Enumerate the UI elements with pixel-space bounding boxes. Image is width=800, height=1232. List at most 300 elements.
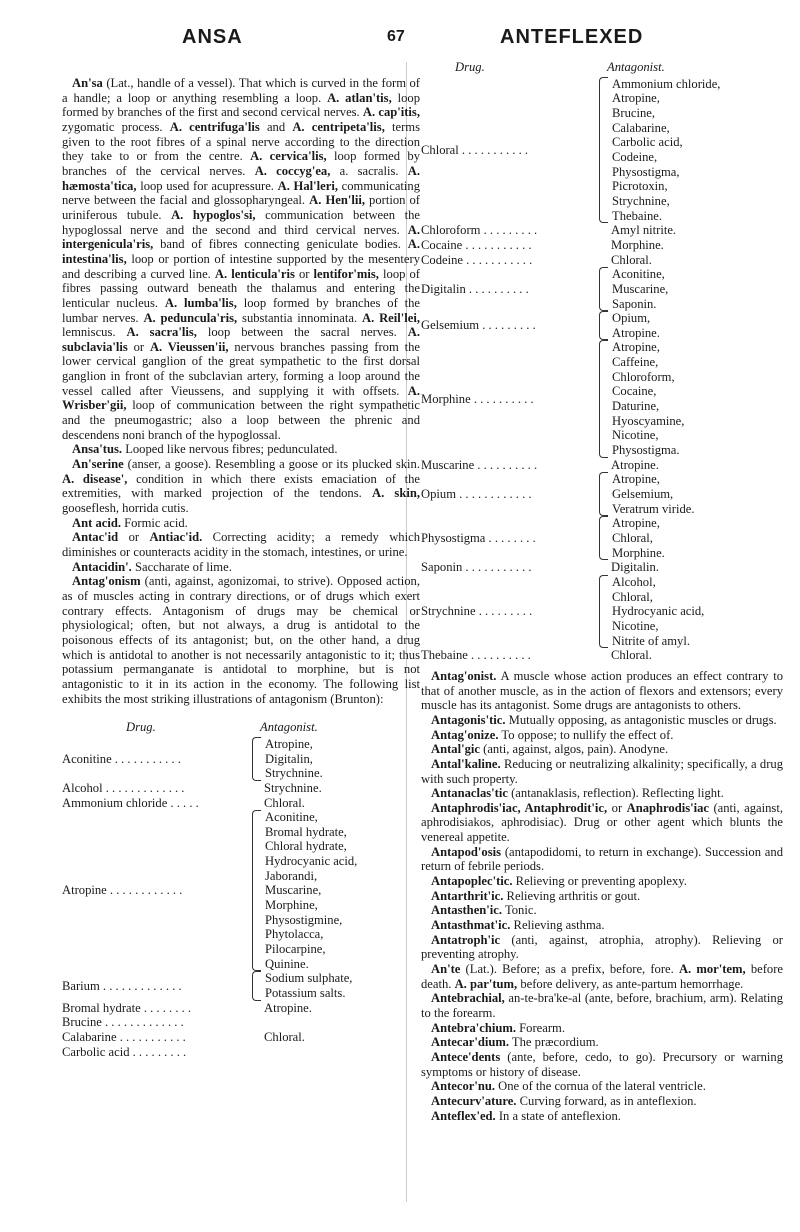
antagonist-item: Chloral. <box>264 795 305 810</box>
antagonist-item: Chloroform, <box>612 369 675 384</box>
entry-text: Curving forward, as in anteflexion. <box>516 1093 697 1108</box>
right-column <box>421 60 783 1123</box>
antagonist-item: Digitalin, <box>265 751 313 766</box>
entry-term: A. hypoglos'si, <box>171 207 256 222</box>
entry-term: Antanaclas'tic <box>431 786 508 801</box>
entry-term: A. Hal'leri, <box>277 178 338 193</box>
entry-term: Antapod'osis <box>431 844 501 859</box>
entry-text: (anti, against, agonizomai, to strive). Opposed action, as of muscles acting in contrary directions, or of drugs which exert contrary effects. Antagonism of drugs may be chemical or physiological; often, but not always, a drug is antidotal to the poisonous effects of its antagonist; but, on the other hand, a drug which is antidotal to another is not necessarily antagonistic to it; thus potassium permanganate is antidotal to morphine, but is not antagonistic to it in its action in the economy. The following list exhibits the most striking illustrations of antagonism (Brunton): <box>62 574 420 706</box>
antagonist-item: Potassium salts. <box>265 986 346 1001</box>
brace <box>252 796 260 811</box>
drug-name: Muscarine . . . . . . . . . . <box>421 457 538 472</box>
dictionary-entry <box>421 903 783 918</box>
dictionary-entry <box>421 742 783 757</box>
entry-term: A. intestina'lis, <box>62 237 420 266</box>
brace <box>599 267 608 311</box>
antagonist-item: Nicotine, <box>612 428 659 443</box>
entry-term: A. sacra'lis, <box>126 325 197 340</box>
entry-term: A. centripeta'lis, <box>292 119 385 134</box>
entry-text: loop formed by branches of the lumbar nerves. <box>62 295 421 325</box>
brace <box>252 1030 260 1045</box>
antagonist-item: Nicotine, <box>612 618 659 633</box>
table-row <box>62 796 420 811</box>
entry-text: loop formed by branches of the cervical nerves. <box>62 149 420 178</box>
entry-term: A. Wrisber'gii, <box>62 383 420 413</box>
antagonist-list <box>611 560 659 575</box>
drug-name: Chloroform . . . . . . . . . <box>421 223 538 238</box>
table-row <box>421 77 783 224</box>
entry-text: A muscle whose action produces an effect contrary to that of another muscle, as in the action of flexors and extensors; every muscle has its antagonist. Some drugs are antagonists to others. <box>421 668 783 713</box>
drug-name: Barium . . . . . . . . . . . . . <box>62 978 182 993</box>
entry-text: band of fibres connecting geniculate bodies. <box>153 237 408 252</box>
entry-term: A. cap'itis, <box>362 105 420 120</box>
entry-text: Reducing or neutralizing alkalinity; specifically, a drug with such property. <box>421 756 783 786</box>
drug-name: Ammonium chloride . . . . . <box>62 795 199 810</box>
entry-text: before death. <box>421 962 783 991</box>
table-row <box>421 238 783 253</box>
antagonist-item: Strychnine, <box>612 193 670 208</box>
entry-text: terms given to the root fibres of a spinal nerve according to the direction they take to or from the centre. <box>62 119 420 164</box>
entry-term: lentifor'mis, <box>313 266 379 281</box>
drug-name: Cocaine . . . . . . . . . . . <box>421 237 532 252</box>
brace <box>599 458 607 473</box>
dictionary-entry <box>421 1035 783 1050</box>
entry-term: A. par'tum, <box>454 976 518 991</box>
brace <box>599 575 608 648</box>
antagonist-item: Jaborandi, <box>265 868 318 883</box>
entry-text: Mutually opposing, as antagonistic muscles or drugs. <box>505 712 777 727</box>
table-row <box>421 560 783 575</box>
entry-term: Antece'dents <box>431 1049 501 1064</box>
drug-name: Digitalin . . . . . . . . . . <box>421 281 529 296</box>
entry-text: (anser, a goose). Resembling a goose or its plucked skin. <box>123 457 420 472</box>
entry-text: a. sacralis. <box>330 163 408 178</box>
table-row <box>421 267 783 311</box>
entry-text: condition in which there exists emaciation of the extremities, with marked projection of the tendons. <box>62 471 421 501</box>
dictionary-entry <box>421 1050 783 1079</box>
brace <box>599 238 607 253</box>
brace <box>599 253 607 268</box>
antagonist-item: Cocaine, <box>612 384 657 399</box>
antagonist-item: Morphine. <box>611 237 664 252</box>
left-entries <box>62 76 420 706</box>
entry-text: (anti, against, atrophia, atrophy). Relieving or preventing atrophy. <box>421 932 783 962</box>
antagonist-item: Bromal hydrate, <box>265 824 347 839</box>
brace <box>252 737 261 781</box>
antagonist-list <box>265 737 323 781</box>
entry-term: A. skin, <box>371 486 420 501</box>
entry-text: or <box>127 339 150 354</box>
entry-term: A. disease', <box>62 471 128 486</box>
entry-text: communicating nerve between the facial and glossopharyngeal. <box>62 178 420 208</box>
entry-term: A. coccyg'ea, <box>254 163 331 178</box>
left-column <box>62 76 420 1065</box>
dictionary-entry <box>421 933 783 962</box>
entry-text: nervous branches passing from the lower cervical ganglion of the great sympathetic to the first dorsal ganglion in front of the subclavian artery, forming a loop around the vessel called after Vieussens, and supplying it with offsets. <box>62 339 420 398</box>
table-row <box>62 1045 420 1060</box>
entry-text: (Lat., handle of a vessel). That which is curved in the form of a handle; a loop or anything resembling a loop. <box>62 76 420 105</box>
antagonist-item: Hyoscyamine, <box>612 413 685 428</box>
antagonist-list <box>265 810 357 971</box>
entry-text: Relieving asthma. <box>510 918 605 933</box>
antagonist-item: Chloral hydrate, <box>265 839 347 854</box>
table-rows <box>421 77 783 663</box>
antagonist-item: Digitalin. <box>611 560 659 575</box>
antagonist-col-header: Antagonist. <box>607 60 665 74</box>
entry-term: Antal'kaline. <box>431 756 501 771</box>
entry-term: A. subclavia'lis <box>62 325 420 354</box>
entry-term: A. hæmosta'tica, <box>62 163 420 193</box>
dictionary-entry <box>421 889 783 904</box>
entry-term: A. cervica'lis, <box>250 149 327 164</box>
table-row <box>421 472 783 516</box>
entry-term: An'sa <box>72 76 103 90</box>
brace <box>599 560 607 575</box>
entry-term: A. centrifuga'lis <box>169 119 260 134</box>
entry-term: Anaphrodis'iac <box>626 800 709 815</box>
entry-term: A. peduncula'ris, <box>143 310 238 325</box>
entry-term: Antagonis'tic. <box>431 712 506 727</box>
dictionary-entry <box>421 962 783 991</box>
table-rows <box>62 737 420 1059</box>
entry-term: Antapoplec'tic. <box>431 874 513 889</box>
table-row <box>62 971 420 1000</box>
antagonist-item: Sodium sulphate, <box>265 971 353 986</box>
entry-text: One of the cornua of the lateral ventricle. <box>495 1079 706 1094</box>
drug-name: Alcohol . . . . . . . . . . . . . <box>62 780 185 795</box>
table-row <box>421 575 783 648</box>
entry-text: an-te-bra'ke-al (ante, before, brachium, arm). Relating to the forearm. <box>421 991 783 1020</box>
antagonist-item: Nitrite of amyl. <box>612 633 690 648</box>
entry-text: The præcordium. <box>509 1035 599 1050</box>
entry-term: A. atlan'tis, <box>327 90 392 105</box>
entry-term: Antasthen'ic. <box>431 903 503 918</box>
antagonist-list <box>611 648 652 663</box>
table-row <box>421 253 783 268</box>
header-right-guide: ANTEFLEXED <box>500 26 644 48</box>
antagonist-list <box>264 1001 312 1016</box>
table-row <box>421 648 783 663</box>
antagonism-table-left <box>62 720 420 1059</box>
drug-name: Bromal hydrate . . . . . . . . <box>62 1000 192 1015</box>
antagonist-list <box>264 781 322 796</box>
drug-name: Saponin . . . . . . . . . . . <box>421 560 532 575</box>
antagonist-item: Aconitine, <box>612 267 665 282</box>
entry-text: gooseflesh, horrida cutis. <box>62 501 189 516</box>
entry-text: portion of uriniferous tubule. <box>62 193 420 222</box>
dictionary-entry <box>62 574 420 706</box>
table-row <box>62 1001 420 1016</box>
entry-term: Antarthrit'ic. <box>431 888 504 903</box>
entry-text: communication between the hypoglossal nerve and the second and third cervical nerves. <box>62 207 420 237</box>
antagonist-item: Picrotoxin, <box>612 179 668 194</box>
entry-text: or <box>294 266 314 281</box>
antagonist-item: Brucine, <box>612 105 656 120</box>
entry-term: A. Vieussen'ii, <box>149 339 229 354</box>
entry-text: Correcting acidity; a remedy which diminishes or counteracts acidity in the stomach, intestines, or urine. <box>62 530 420 559</box>
antagonist-item: Pilocarpine, <box>265 942 326 957</box>
drug-name: Aconitine . . . . . . . . . . . <box>62 751 181 766</box>
drug-name: Brucine . . . . . . . . . . . . . <box>62 1015 184 1030</box>
dictionary-entry <box>421 786 783 801</box>
antagonist-item: Atropine, <box>612 516 660 531</box>
dictionary-entry <box>421 1021 783 1036</box>
antagonist-item: Strychnine. <box>264 780 322 795</box>
antagonist-item: Atropine. <box>612 325 660 340</box>
dictionary-entry <box>421 1094 783 1109</box>
dictionary-entry <box>421 669 783 713</box>
drug-name: Morphine . . . . . . . . . . <box>421 391 534 406</box>
antagonist-item: Muscarine, <box>612 281 669 296</box>
brace <box>599 472 608 516</box>
entry-term: Antal'gic <box>431 742 480 757</box>
entry-term: An'te <box>431 962 461 977</box>
antagonist-list <box>611 458 659 473</box>
entry-term: Antatroph'ic <box>431 932 501 947</box>
table-row <box>421 458 783 473</box>
entry-text: loop formed by branches of the first and second cervical nerves. <box>62 90 420 120</box>
drug-name: Strychnine . . . . . . . . . <box>421 604 533 619</box>
antagonist-item: Caffeine, <box>612 355 659 370</box>
header-left-guide: ANSA <box>182 26 243 48</box>
entry-text: Tonic. <box>502 903 537 918</box>
drug-name: Physostigma . . . . . . . . <box>421 531 536 545</box>
antagonist-item: Daturine, <box>612 399 660 414</box>
entry-term: Antecurv'ature. <box>431 1093 517 1108</box>
drug-name: Calabarine . . . . . . . . . . . <box>62 1030 186 1044</box>
entry-term: Antac'id <box>72 530 119 545</box>
entry-term: Antag'onize. <box>431 727 499 742</box>
antagonist-item: Chloral, <box>612 531 653 545</box>
entry-text: Saccharate of lime. <box>131 559 232 574</box>
drug-name: Carbolic acid . . . . . . . . . <box>62 1044 187 1059</box>
table-header <box>62 720 420 735</box>
antagonist-item: Atropine, <box>265 736 313 751</box>
antagonist-item: Gelsemium, <box>612 487 674 502</box>
brace <box>252 781 260 796</box>
antagonist-item: Strychnine. <box>265 766 323 781</box>
antagonist-list <box>611 238 664 253</box>
table-row <box>421 223 783 238</box>
antagonist-item: Atropine. <box>264 1000 312 1015</box>
dictionary-entry <box>62 560 420 575</box>
drug-name: Chloral . . . . . . . . . . . <box>421 142 529 157</box>
antagonist-list <box>612 472 695 516</box>
antagonist-list <box>612 575 704 648</box>
antagonist-list <box>612 340 684 457</box>
entry-text: Relieving or preventing apoplexy. <box>512 874 687 889</box>
antagonist-list <box>612 77 720 224</box>
entry-term: Antecar'dium. <box>431 1035 510 1050</box>
drug-name: Atropine . . . . . . . . . . . . <box>62 883 183 898</box>
entry-text: before delivery, as ante-partum hemorrhage. <box>517 976 744 991</box>
entry-text: loop of communication between the right sympathetic and the pneumogastric; also a loop between the phrenic and descendens noni branch of the hypoglossal. <box>62 398 420 442</box>
entry-term: Antag'onism <box>72 574 141 589</box>
dictionary-entry <box>421 1079 783 1094</box>
drug-name: Opium . . . . . . . . . . . . <box>421 487 532 502</box>
entry-term: Antacidin'. <box>72 559 132 574</box>
entry-term: Antag'onist. <box>431 668 497 683</box>
dictionary-entry <box>62 516 420 531</box>
entry-text: Looped like nervous fibres; pedunculated. <box>122 442 338 457</box>
antagonist-item: Hydrocyanic acid, <box>612 604 705 619</box>
dictionary-entry <box>421 1109 783 1124</box>
antagonist-item: Carbolic acid, <box>612 135 683 150</box>
entry-text: (antapodidomi, to return in exchange). Succession and return of febrile periods. <box>421 844 783 874</box>
entry-text: loop used for acupressure. <box>136 178 278 193</box>
dictionary-entry <box>421 713 783 728</box>
antagonist-item: Codeine, <box>612 149 658 164</box>
antagonist-item: Morphine. <box>612 545 665 560</box>
entry-text: and <box>259 119 293 134</box>
dictionary-entry <box>421 918 783 933</box>
antagonist-item: Chloral. <box>611 252 652 267</box>
brace <box>252 1001 260 1016</box>
brace <box>252 1045 260 1060</box>
drug-col-header: Drug. <box>455 60 485 74</box>
antagonist-item: Chloral. <box>611 648 652 663</box>
antagonism-table-right <box>421 60 783 663</box>
antagonist-list <box>612 311 660 340</box>
entry-text: In a state of anteflexion. <box>495 1108 621 1123</box>
antagonist-item: Physostigmine, <box>265 912 343 927</box>
entry-text: To oppose; to nullify the effect of. <box>498 727 674 742</box>
dictionary-entry <box>421 874 783 889</box>
antagonist-list <box>611 253 652 268</box>
table-row <box>62 737 420 781</box>
dictionary-entry <box>421 728 783 743</box>
antagonist-item: Physostigma. <box>612 443 680 458</box>
antagonist-item: Quinine. <box>265 956 309 971</box>
antagonist-item: Atropine, <box>612 91 660 106</box>
antagonist-item: Amyl nitrite. <box>611 223 677 238</box>
entry-text: loop or portion of intestine supported by the mesentery and describing a curved line. <box>62 251 420 281</box>
antagonist-item: Aconitine, <box>265 810 318 825</box>
entry-text: zygomatic process. <box>62 119 170 134</box>
table-row <box>62 1015 420 1030</box>
antagonist-list <box>264 1030 305 1045</box>
antagonist-item: Physostigma, <box>612 164 680 179</box>
brace <box>599 77 608 224</box>
dictionary-entry <box>421 757 783 786</box>
antagonist-list <box>612 267 668 311</box>
dictionary-entry <box>421 801 783 845</box>
entry-term: Antaphrodis'iac, Antaphrodit'ic, <box>431 800 608 815</box>
brace <box>599 648 607 663</box>
entry-text: or <box>607 800 627 815</box>
dictionary-entry <box>62 530 420 559</box>
page-header <box>0 26 800 54</box>
entry-term: An'serine <box>72 457 124 472</box>
right-entries <box>421 669 783 1123</box>
brace <box>599 223 607 238</box>
antagonist-item: Opium, <box>612 311 651 326</box>
entry-term: Ansa'tus. <box>72 442 123 457</box>
dictionary-entry <box>62 442 420 457</box>
antagonist-item: Calabarine, <box>612 120 670 135</box>
antagonist-item: Phytolacca, <box>265 927 324 942</box>
entry-term: Antasthmat'ic. <box>431 918 511 933</box>
page-number: 67 <box>387 28 405 45</box>
brace <box>252 971 261 1000</box>
table-row <box>62 1030 420 1045</box>
brace <box>252 810 261 971</box>
antagonist-item: Muscarine, <box>265 883 322 898</box>
entry-term: Anteflex'ed. <box>431 1108 496 1123</box>
antagonist-list <box>612 516 665 560</box>
antagonist-item: Morphine, <box>265 898 318 913</box>
dictionary-entry <box>421 991 783 1020</box>
entry-term: A. mor'tem, <box>678 962 746 977</box>
brace <box>599 311 608 340</box>
antagonist-item: Atropine, <box>612 340 660 355</box>
entry-text: substantia innominata. <box>237 310 362 325</box>
antagonist-item: Veratrum viride. <box>612 501 695 516</box>
drug-name: Codeine . . . . . . . . . . . <box>421 252 533 267</box>
antagonist-item: Hydrocyanic acid, <box>265 854 358 869</box>
entry-term: A. Reil'lei, <box>361 310 420 325</box>
antagonist-item: Alcohol, <box>612 574 656 589</box>
drug-name: Thebaine . . . . . . . . . . <box>421 648 531 663</box>
antagonist-list <box>264 796 305 811</box>
table-row <box>421 311 783 340</box>
dictionary-entry <box>62 457 420 516</box>
antagonist-item: Chloral. <box>264 1030 305 1044</box>
table-row <box>421 340 783 457</box>
entry-text: lemniscus. <box>62 325 127 340</box>
brace <box>599 340 608 457</box>
dictionary-entry <box>62 76 420 442</box>
entry-term: Antiac'id. <box>149 530 203 545</box>
drug-col-header: Drug. <box>126 720 156 735</box>
entry-text: loop between the sacral nerves. <box>196 325 408 340</box>
antagonist-item: Ammonium chloride, <box>612 76 721 91</box>
entry-term: A. intergenicula'ris, <box>62 222 420 252</box>
antagonist-item: Saponin. <box>612 296 657 311</box>
entry-text: Formic acid. <box>120 515 188 530</box>
entry-term: A. lumba'lis, <box>164 295 237 310</box>
entry-text: loop of fibres passing outward beneath the thalamus and entering the lenticular nucleus. <box>62 266 420 310</box>
antagonist-item: Atropine, <box>612 472 660 487</box>
antagonist-list <box>611 223 676 238</box>
brace <box>252 1015 260 1030</box>
entry-term: A. Hen'lii, <box>309 193 365 208</box>
antagonist-list <box>265 971 352 1000</box>
entry-term: A. lenticula'ris <box>214 266 295 281</box>
brace <box>599 516 608 560</box>
table-header <box>421 60 783 75</box>
entry-term: Antebra'chium. <box>431 1020 517 1035</box>
entry-text: or <box>118 530 150 545</box>
drug-name: Gelsemium . . . . . . . . . <box>421 318 536 333</box>
entry-text: (ante, before, cedo, to go). Precursory or warning symptoms or history of disease. <box>421 1049 783 1079</box>
entry-text: Relieving arthritis or gout. <box>503 888 641 903</box>
table-row <box>62 810 420 971</box>
entry-term: Antebrachial, <box>431 991 505 1006</box>
antagonist-item: Chloral, <box>612 589 653 604</box>
table-row <box>421 516 783 560</box>
antagonist-item: Thebaine. <box>612 208 662 223</box>
antagonist-col-header: Antagonist. <box>260 720 318 735</box>
entry-text: Forearm. <box>516 1020 565 1035</box>
table-row <box>62 781 420 796</box>
entry-text: (antanaklasis, reflection). Reflecting light. <box>507 786 724 801</box>
entry-text: (anti, against, algos, pain). Anodyne. <box>479 742 669 757</box>
entry-term: Ant acid. <box>72 515 121 530</box>
entry-text: (Lat.). Before; as a prefix, before, fore. <box>460 962 679 977</box>
dictionary-entry <box>421 845 783 874</box>
entry-text: (anti, against, aphrodisiakos, aphrodisiac). Drug or other agent which blunts the venereal appetite. <box>421 800 783 845</box>
